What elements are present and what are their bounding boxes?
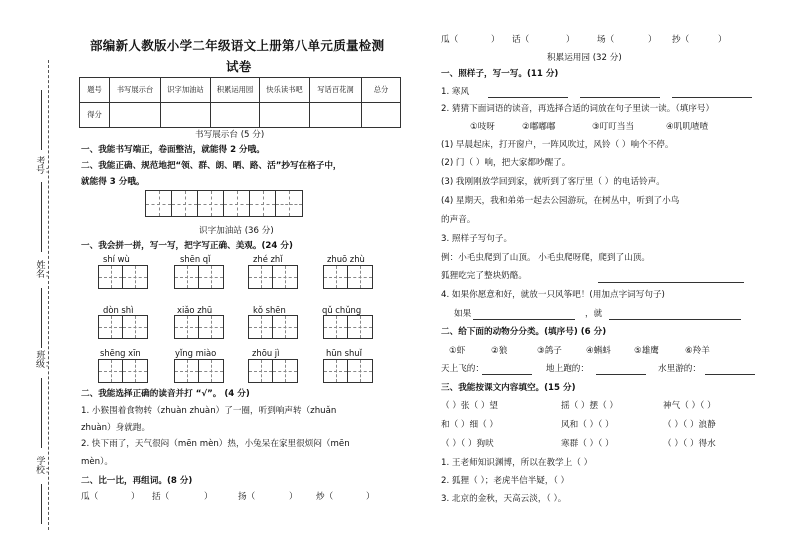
fill-item: 神气（ ）（ ） (663, 401, 716, 411)
binding-dashed-line (48, 60, 49, 530)
exercise-sentence: 狐狸吃完了整块奶酪。 (441, 271, 527, 281)
writing-cell[interactable] (250, 191, 276, 216)
class-line (41, 378, 42, 448)
score-header: 书写展示台 (110, 78, 161, 103)
question-1-1: 一、我能书写端正，卷面整洁，就能得 2 分哦。 (81, 145, 265, 155)
character-grid[interactable] (323, 359, 373, 383)
pinyin-label: zhuō zhù (327, 254, 365, 264)
pinyin-label: dòn shì (103, 305, 134, 315)
recall-3: 3. 北京的金秋，天高云淡，（ ）。 (441, 494, 567, 504)
example-sentence: 例：小毛虫爬到了山顶。 小毛虫爬呀爬，爬到了山顶。 (441, 253, 650, 263)
writing-cell[interactable] (224, 191, 250, 216)
score-header: 总分 (362, 78, 401, 103)
character-grid[interactable] (323, 315, 373, 339)
writing-cell[interactable] (146, 191, 172, 216)
recall-2: 2. 狐狸（ ）；老虎半信半疑，（ ） (441, 476, 570, 486)
answer-line[interactable] (705, 374, 755, 375)
exam-number-line-2 (41, 182, 42, 252)
pinyin-label: shí wù (103, 254, 130, 264)
section-title-literacy: 识字加油站 (36 分) (199, 226, 274, 236)
fill-item: （ ）（ ）浪静 (663, 420, 716, 430)
fill-item: 和（ ）细（ ） (441, 420, 499, 430)
question-3-1-2: 2. 猜猜下面词语的读音，再选择合适的词放在句子里读一读。（填序号） (441, 104, 715, 114)
compare-paren: ） (566, 35, 575, 45)
pinyin-label: yǐng miào (175, 348, 217, 358)
question-2-2-item-1-cont: zhuàn）身就跑。 (81, 423, 151, 433)
score-table (79, 77, 401, 128)
option-4: ④叽叽喳喳 (666, 122, 709, 132)
name-line (41, 288, 42, 348)
fill-item: 寒群（ ）（ ） (561, 439, 614, 449)
score-cell[interactable] (362, 103, 401, 128)
character-grid[interactable] (323, 265, 373, 289)
exam-number-line (41, 90, 42, 150)
pinyin-label: xiǎo zhū (177, 305, 213, 315)
sentence-4: (4) 星期天，我和弟弟一起去公园游玩，在树丛中，听到了小鸟 (441, 196, 680, 206)
question-2-2: 二、我能选择正确的读音并打 “√”。 (4 分) (81, 389, 250, 399)
compare-char: 瓜（ (441, 35, 459, 45)
fill-item: （ ）（ ）狗吠 (441, 439, 494, 449)
character-grid[interactable] (98, 315, 148, 339)
recall-1: 1. 王老师知识渊博，所以在教学上（ ） (441, 458, 593, 468)
sentence-4-cont: 的声音。 (441, 215, 476, 225)
writing-cell[interactable] (198, 191, 224, 216)
score-cell[interactable] (211, 103, 260, 128)
compare-paren: ） (204, 492, 213, 502)
question-3-2: 二、给下面的动物分分类。(填序号) (6 分) (441, 327, 607, 337)
character-grid[interactable] (98, 359, 148, 383)
answer-line[interactable] (672, 97, 752, 98)
question-2-1: 一、我会拼一拼，写一写，把字写正确、美观。(24 分) (81, 241, 293, 251)
jiu-label: ，就 (585, 309, 603, 319)
animal-option: ③鸽子 (537, 346, 562, 356)
option-2: ②嘟嘟嘟 (522, 122, 556, 132)
name-label: 姓名： (36, 261, 55, 281)
score-cell[interactable] (110, 103, 161, 128)
fill-item: （ ）（ ）得水 (663, 439, 716, 449)
question-3-1-1: 1. 寒风 (441, 87, 470, 97)
page-title: 部编新人教版小学二年级语文上册第八单元质量检测 (90, 38, 385, 53)
compare-char: 抄（ (672, 35, 690, 45)
compare-paren: ） (131, 492, 140, 502)
writing-cell[interactable] (172, 191, 198, 216)
character-grid[interactable] (248, 265, 298, 289)
question-2-3: 二、比一比，再组词。(8 分) (81, 476, 193, 486)
pinyin-label: shēng xīn (100, 348, 141, 358)
fill-item: （ ）张（ ）望 (441, 401, 499, 411)
fill-item: 风和（ ）（ ） (561, 420, 614, 430)
compare-char: 瓜（ (81, 492, 99, 502)
animal-option: ⑤雄鹰 (634, 346, 659, 356)
fill-item: 揺（ ）摆（ ） (561, 401, 619, 411)
character-grid[interactable] (174, 315, 224, 339)
compare-char: 场（ (597, 35, 615, 45)
score-header: 题号 (80, 78, 110, 103)
character-grid[interactable] (248, 359, 298, 383)
question-2-2-item-1: 1. 小猴围着食物转（zhuàn zhuàn）了一圈，听到响声转（zhuǎn (81, 406, 337, 416)
animal-option: ⑥羚羊 (685, 346, 710, 356)
answer-line[interactable] (609, 319, 741, 320)
compare-char: 括（ (152, 492, 170, 502)
pinyin-label: kǒ shēn (253, 305, 286, 315)
option-3: ③叮叮当当 (592, 122, 635, 132)
category-land: 地上跑的： (546, 364, 589, 374)
compare-paren: ） (366, 492, 375, 502)
pinyin-label: zhé zhǐ (253, 254, 283, 264)
question-3-3: 三、我能按课文内容填空。(15 分) (441, 383, 576, 393)
compare-paren: ） (289, 492, 298, 502)
answer-line[interactable] (596, 374, 646, 375)
sentence-3: (3) 我刚刚放学回到家，就听到了客厅里（ ）的电话铃声。 (441, 177, 665, 187)
class-label: 班级： (36, 351, 55, 371)
answer-line[interactable] (482, 374, 532, 375)
option-1: ①吱呀 (470, 122, 495, 132)
writing-cell[interactable] (276, 191, 302, 216)
compare-char: 扬（ (238, 492, 256, 502)
character-grid[interactable] (248, 315, 298, 339)
section-title-accumulation: 积累运用园 (32 分) (547, 53, 622, 63)
pinyin-label: qǔ chǔng (322, 305, 362, 315)
question-1-2-cont: 就能得 3 分哦。 (81, 177, 145, 187)
score-cell[interactable] (161, 103, 211, 128)
character-grid[interactable] (98, 265, 148, 289)
question-3-1-4: 4. 如果你愿意和好，就放一只风筝吧！(用加点字词写句子) (441, 290, 665, 300)
score-header: 积累运用园 (211, 78, 260, 103)
score-cell[interactable] (260, 103, 310, 128)
character-grid[interactable] (174, 359, 224, 383)
animal-option: ②狼 (491, 346, 508, 356)
question-3-1: 一、照样子，写一写。(11 分) (441, 69, 559, 79)
compare-char: 话（ (512, 35, 530, 45)
question-2-2-item-2-cont: mèn）。 (81, 457, 113, 467)
pinyin-label: shēn qǐ (180, 254, 211, 264)
animal-option: ④蝌蚪 (586, 346, 611, 356)
sentence-1: (1) 早晨起床，打开窗户，一阵风吹过，风铃（ ）响个不停。 (441, 140, 674, 150)
question-2-2-item-2: 2. 快下雨了，天气很闷（mēn mèn）热，小兔呆在家里很烦闷（mēn (81, 439, 350, 449)
category-water: 水里游的： (658, 364, 701, 374)
compare-paren: ） (491, 35, 500, 45)
section-title-writing: 书写展示台 (5 分) (195, 130, 265, 140)
character-grid[interactable] (174, 265, 224, 289)
compare-paren: ） (648, 35, 657, 45)
score-cell[interactable] (310, 103, 362, 128)
question-3-1-3: 3. 照样子写句子。 (441, 234, 513, 244)
answer-line[interactable] (598, 282, 744, 283)
answer-line[interactable] (488, 97, 568, 98)
score-header: 识字加油站 (161, 78, 211, 103)
pinyin-label: zhōu jì (252, 348, 280, 358)
sentence-2: (2) 门（ ）响，把大家都吵醒了。 (441, 158, 571, 168)
ruguo-label: 如果 (454, 309, 472, 319)
page-title-line2: 试卷 (226, 59, 252, 74)
school-line (41, 484, 42, 524)
answer-line[interactable] (580, 97, 660, 98)
compare-char: 炒（ (316, 492, 334, 502)
school-label: 学校： (36, 457, 55, 477)
writing-grid[interactable] (145, 190, 303, 217)
pinyin-label: hūn shuǐ (326, 348, 362, 358)
exam-number-label: 考号： (36, 157, 55, 177)
answer-line[interactable] (473, 319, 575, 320)
question-1-2: 二、我能正确、规范地把“领、群、朗、晒、路、活”抄写在格子中， (81, 161, 342, 171)
score-header: 快乐读书吧 (260, 78, 310, 103)
category-sky: 天上飞的： (441, 364, 484, 374)
compare-paren: ） (718, 35, 727, 45)
score-header: 写话百花洞 (310, 78, 362, 103)
animal-option: ①虾 (449, 346, 466, 356)
score-row-label: 得分 (80, 103, 110, 128)
